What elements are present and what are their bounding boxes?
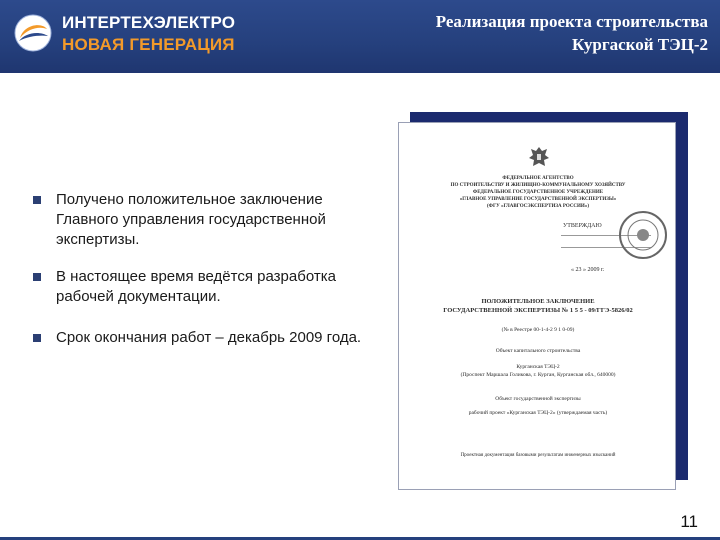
exam-value: рабочий проект «Курганская ТЭЦ-2» (утверждаемая часть) [468, 410, 608, 416]
agency-line: ПО СТРОИТЕЛЬСТВУ И ЖИЛИЩНО-КОММУНАЛЬНОМУ ХОЗЯЙСТВУ [450, 183, 626, 188]
exam-block [399, 395, 677, 417]
object-name: Курганская ТЭЦ-2 [516, 364, 560, 370]
bullet-square-icon [33, 273, 41, 281]
registry-number: (№ в Реестре 00-1-4-2 9 1 0-09) [501, 327, 575, 333]
bullet-item [32, 190, 386, 250]
conclusion-title [399, 297, 677, 315]
slide-title-line1: Реализация проекта строительства [435, 12, 708, 31]
slide-title [288, 10, 708, 56]
bullet-text: В настоящее время ведётся разработка рабочей документации. [56, 268, 336, 305]
company-logo-icon [14, 14, 52, 52]
logo-text-line1: ИНТЕРТЕХЭЛЕКТРО [62, 13, 236, 32]
agency-line: «ГЛАВНОЕ УПРАВЛЕНИЕ ГОСУДАРСТВЕННОЙ ЭКСПЕРТИЗЫ» [459, 197, 617, 202]
header [0, 0, 720, 73]
bullet-square-icon [33, 334, 41, 342]
slide-title-line2: Кургаской ТЭЦ-2 [572, 35, 708, 54]
bullet-text: Получено положительное заключение Главного управления государственной экспертизы. [56, 191, 326, 248]
approve-label: УТВЕРЖДАЮ [563, 223, 602, 229]
logo-text-line2: НОВАЯ ГЕНЕРАЦИЯ [62, 35, 235, 54]
agency-line: ФЕДЕРАЛЬНОЕ АГЕНТСТВО [502, 176, 574, 181]
object-capital-label: Объект капитального строительства [495, 348, 581, 354]
object-block [399, 347, 677, 379]
bullet-square-icon [33, 196, 41, 204]
coat-of-arms-icon [528, 145, 550, 169]
agency-line: ФЕДЕРАЛЬНОЕ ГОСУДАРСТВЕННОЕ УЧРЕЖДЕНИЕ [472, 190, 604, 195]
bullet-item [32, 328, 386, 348]
agency-header [399, 175, 677, 210]
conclusion-line: ПОЛОЖИТЕЛЬНОЕ ЗАКЛЮЧЕНИЕ [481, 298, 595, 305]
exam-label: Объект государственной экспертизы [495, 396, 581, 402]
agency-line: (ФГУ «ГЛАВГОСЭКСПЕРТИЗА РОССИИ») [487, 204, 589, 209]
bullet-item [32, 267, 386, 307]
official-seal-icon [617, 207, 669, 263]
approval-date: « 23 » 2009 г. [571, 267, 605, 273]
conclusion-line: ГОСУДАРСТВЕННОЙ ЭКСПЕРТИЗЫ № 1 5 5 - 09/ГГЭ-5826/02 [443, 307, 633, 314]
bullet-text: Срок окончания работ – декабрь 2009 года. [56, 329, 362, 346]
document-footer-line: Проектная документация базовыми результатам инженерных изысканий [460, 453, 616, 458]
document-image [398, 122, 676, 490]
object-address: (Проспект Маршала Голикова, г. Курган, Курганская обл., 640000) [460, 372, 616, 378]
page-number: 11 [680, 512, 698, 531]
